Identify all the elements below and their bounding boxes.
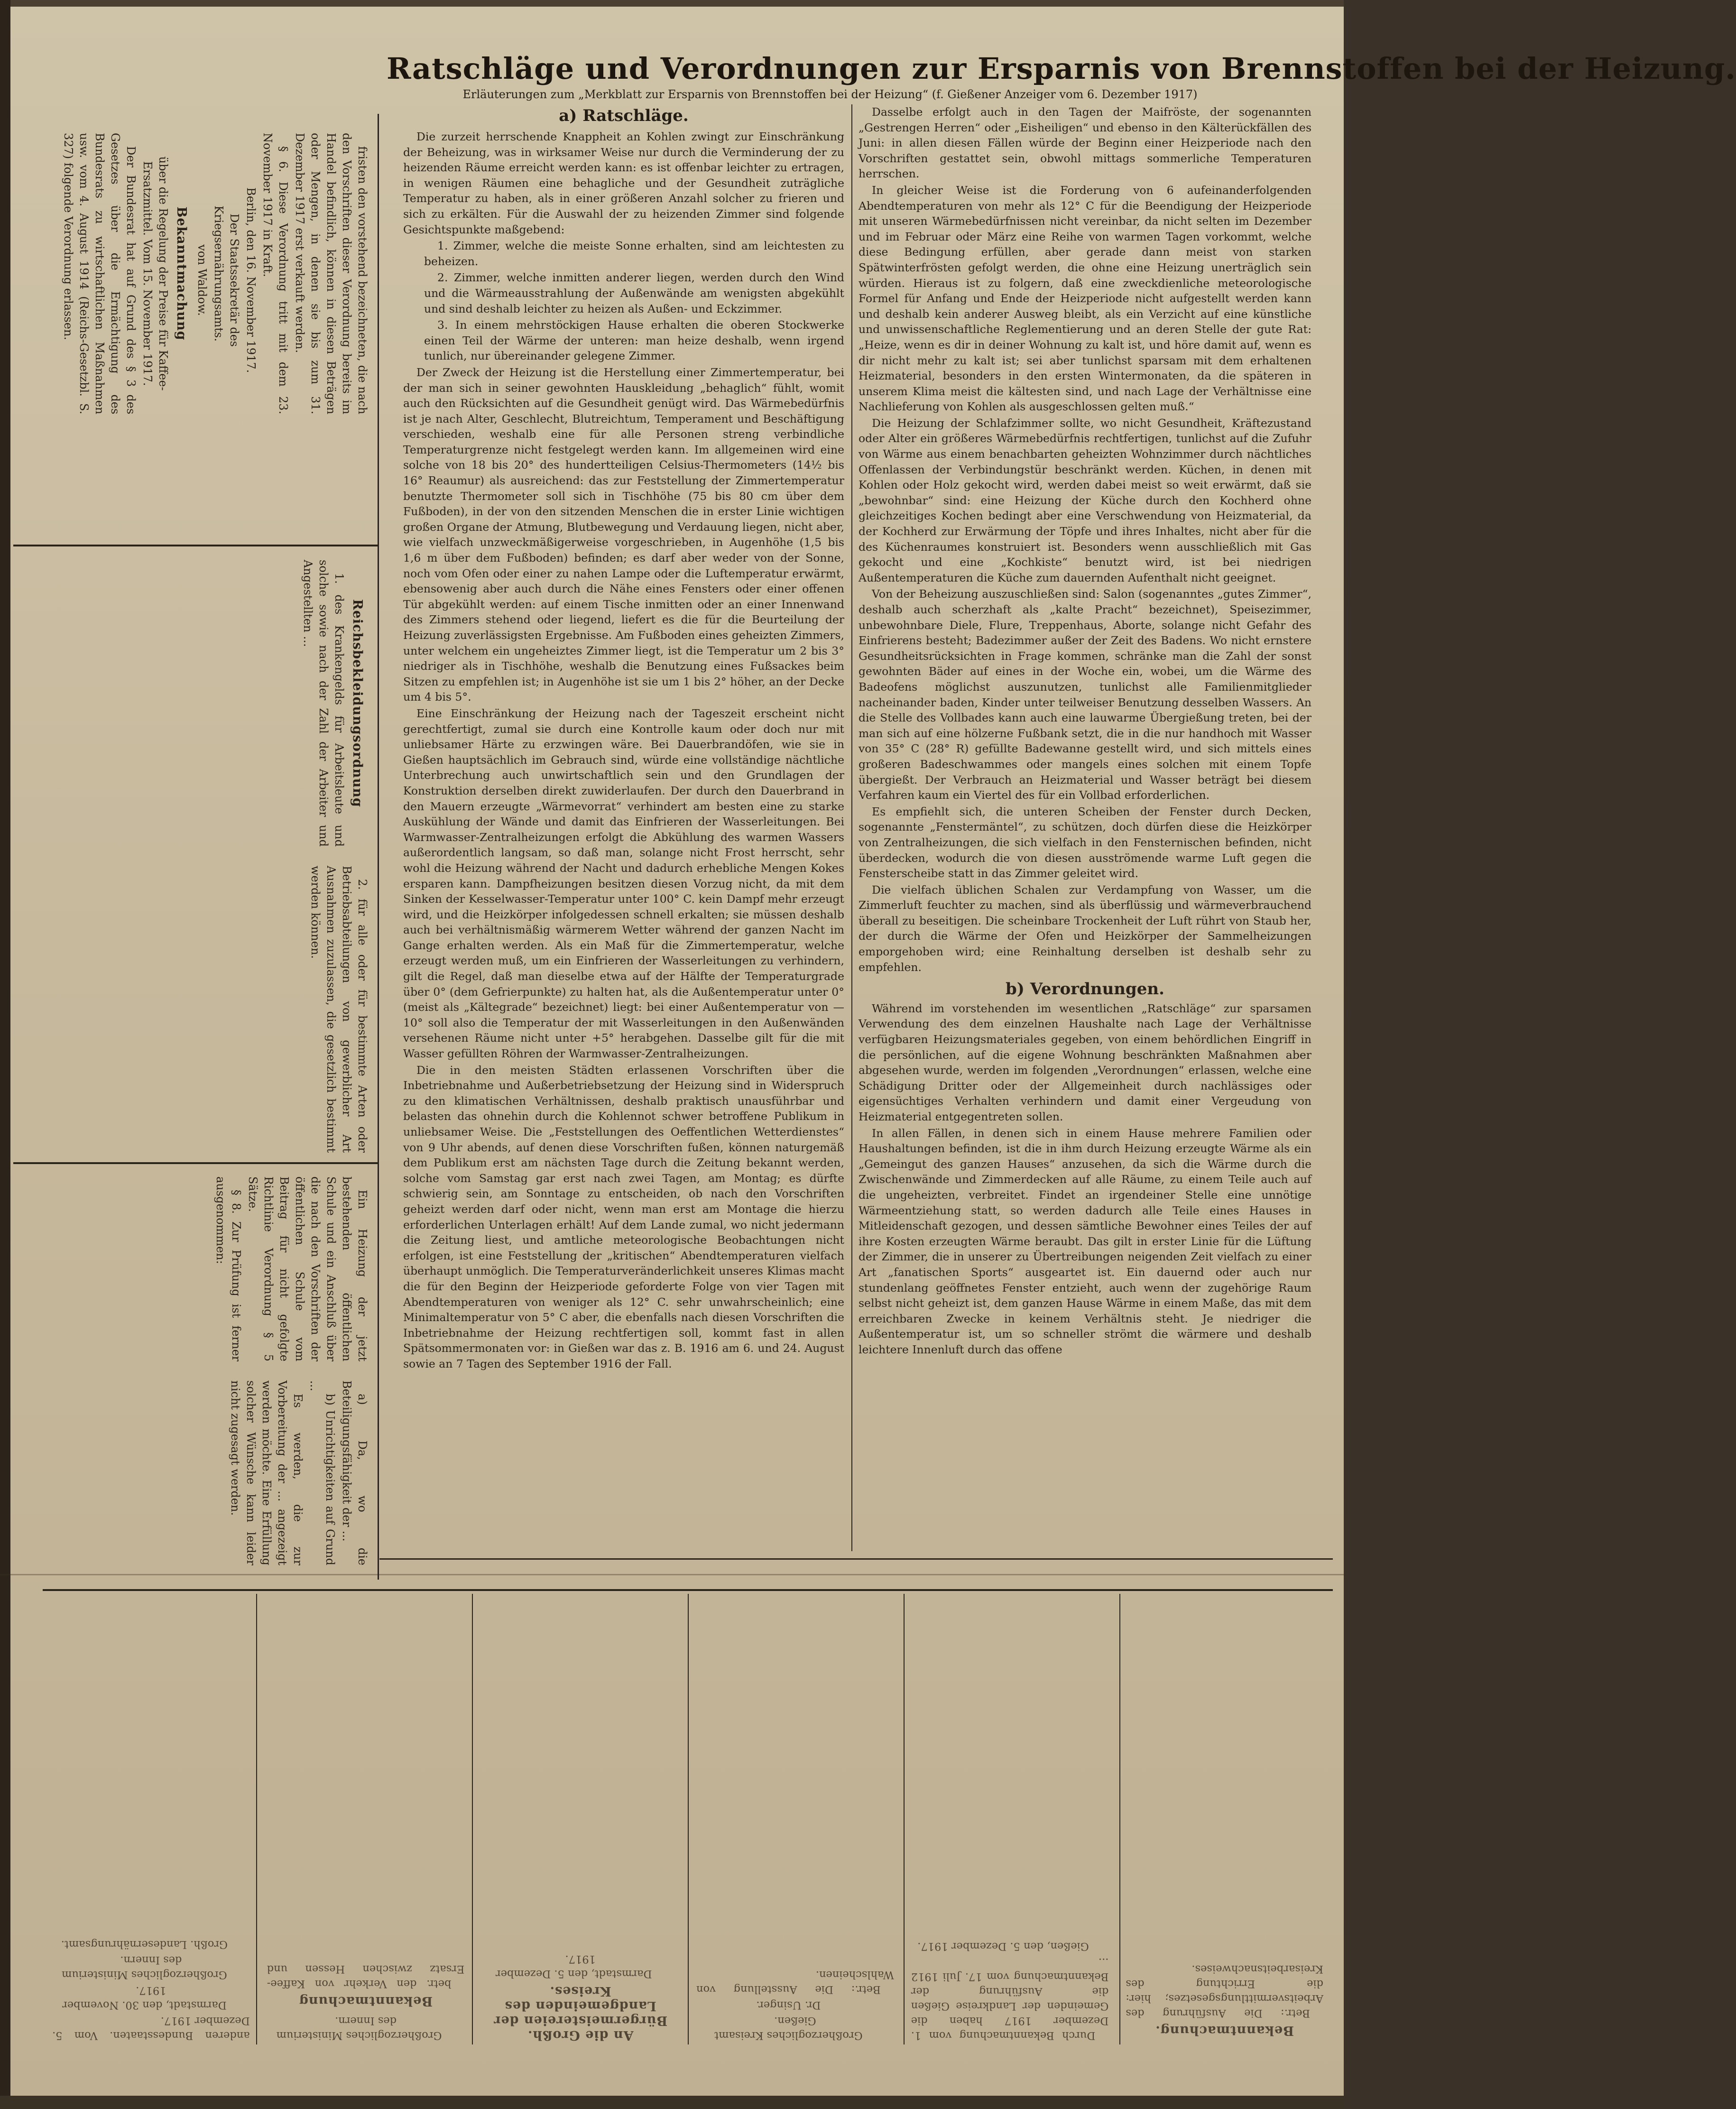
strip-dateline: Berlin, den 16. November 1917.: [244, 187, 258, 373]
bottom-column-rule: [472, 1594, 473, 2044]
announcement-authority: Großherzogliches Ministerium des Innern.: [62, 1954, 227, 1981]
announcement-paragraph: Durch Bekanntmachung vom 1. Dezember 1917 haben die Gemeinden der Landkreise Gießen die Ausführung der Bekanntmachung vom 17. Juli 1912 ...: [911, 1956, 1109, 2042]
page-bottom-edge: [0, 2096, 1344, 2109]
strip-paragraph: fristen den vorstehend bezeichneten, die nach den Vorschriften dieser Verordnung bereits im Handel befindlich, können in diesen Beträgen oder Mengen, in denen sie bis zum 31. Dezember 1917 erst verkauft werden.: [293, 133, 369, 415]
strip-heading: Bekanntmachung: [174, 206, 189, 341]
announcement-dateline: Darmstadt, den 5. Dezember 1917.: [495, 1953, 652, 1980]
bottom-column-rule: [904, 1594, 905, 2044]
article-paragraph: Während im vorstehenden im wesentlichen „Ratschläge“ zur sparsamen Verwendung des dem einzelnen Haushalte nach Lage der Verhältnisse verfügbaren Heizungsmateriales gegeben, von einem behördlichen Eingriff in die persönlichen, auf die eigene Wohnung beschränkten Maßnahmen aber abgesehen wurde, werden im folgenden „Verordnungen“ erlassen, welche eine Schädigung Dritter oder der Allgemeinheit durch nachlässiges oder eigensüchtiges Verhalten verhindern und damit einer Vergeudung von Heizmaterial entgegentreten sollen.: [859, 1001, 1311, 1123]
column-rule: [851, 104, 852, 1551]
strip-signature-title: Der Staatssekretär des Kriegsernährungsamts.: [212, 205, 241, 347]
announcement-dateline: Gießen, den 5. Dezember 1917.: [917, 1940, 1089, 1952]
bottom-column-rule: [256, 1594, 257, 2044]
announcement-heading: Bekanntmachung: [298, 1994, 433, 2008]
strip-edge-line: [378, 114, 379, 1580]
article-paragraph: Der Zweck der Heizung ist die Herstellung einer Zimmertemperatur, bei der man sich in seiner gewohnten Hauskleidung „behaglich“ fühlt, womit auch den Rücksichten auf die Gesundheit genügt wird. Das Wärmebedürfnis ist je nach Alter, Geschlecht, Blutreichtum, Temperament und Beschäftigung verschieden, weshalb eine für alle Personen streng verbindliche Temperaturgrenze nicht festgelegt werden kann. Im allgemeinen wird eine solche von 18 bis 20° des hundertteiligen Celsius-Thermometers (14½ bis 16° Reaumur) als ausreichend: das zur Feststellung der Zimmertemperatur benutzte Thermometer soll sich in Tischhöhe (75 bis 80 cm über dem Fußboden), in der von den sitzenden Menschen die in erster Linie wichtigen großen Organe der Atmung, Blutbewegung und Verdauung liegen, nicht aber, wie vielfach unzweckmäßigerweise vorgeschrieben, in Augenhöhe (1,5 bis 1,6 m über dem Fußboden) befinden; es darf aber weder von der Sonne, noch vom Ofen oder einer zu nahen Lampe oder die Luftemperatur erwärmt, ebensowenig aber auch durch die Nähe eines Fensters oder einer offenen Tür abgekühlt werden: auf einem Tische inmitten oder an einer Innenwand des Zimmers stehend oder liegend, liefert es die für die Beurteilung der Heizung zuverlässigsten Ergebnisse. Am Fußboden eines geheizten Zimmers, unter welchem ein ungeheiztes Zimmer liegt, ist die Temperatur um 2 bis 3° niedriger als in Tischhöhe, weshalb die Benutzung eines Fußsackes beim Sitzen zu empfehlen ist; in Augenhöhe ist sie um 1 bis 2° höher, an der Decke um 4 bis 5°.: [403, 365, 844, 704]
article-paragraph: In gleicher Weise ist die Forderung von 6 aufeinanderfolgenden Abendtemperaturen von mehr als 12° C für die Beendigung der Heizperiode mit unseren Wärmebedürfnissen nicht vereinbar, da nicht selten im Dezember und im Februar oder März eine Reihe von warmen Tagen vorkommt, welche diese Bedingung erfüllen, aber gerade dann meist von starken Spätwinterfrösten gefolgt werden, die ohne eine Heizung unerträglich sein würden. Hieraus ist zu folgern, daß eine zweckdienliche meteorologische Formel für Anfang und Ende der Heizperiode nicht aufgestellt werden kann und deshalb kein anderer Ausweg bleibt, als ein Verzicht auf eine künstliche und unwissenschaftliche Reglementierung und an deren Stelle der gute Rat: „Heize, wenn es dir in deiner Wohnung zu kalt ist, und höre damit auf, wenn es dir nicht mehr zu kalt ist; sei aber tunlichst sparsam mit dem erhaltenen Heizmaterial, besonders in den ersten Wintermonaten, da die späteren in unserem Klima meist die kältesten sind, und nach Lage der Verhältnisse eine Nachlieferung von Kohlen als ausgeschlossen gelten muß.“: [859, 183, 1311, 414]
announcement-paragraph: Betr.: Die Ausführung des Arbeitsvermittlungsgesetzes; hier: die Errichtung des Kreisarbeitsnachweises.: [1126, 1963, 1323, 2019]
announcement-heading: An die Großh. Bürgermeistereien der Landgemeinden des Kreises.: [493, 1984, 668, 2043]
section-heading-ratschlaege: a) Ratschläge.: [559, 106, 689, 125]
announcement-paragraph: betr. den Verkehr von Kaffee-Ersatz zwischen Hessen und anderen Bundesstaaten. Vom 5. Dezember 1917.: [52, 1963, 465, 2042]
list-item: 2. Zimmer, welche inmitten anderer liegen, werden durch den Wind und die Wärmeausstrahlung der Außenwände am wenigsten abgekühlt und sind deshalb leichter zu heizen als Außen- und Eckzimmer.: [424, 271, 844, 315]
list-item: 1. Zimmer, welche die meiste Sonne erhalten, sind am leichtesten zu beheizen.: [424, 239, 844, 268]
article-paragraph: Es empfiehlt sich, die unteren Scheiben der Fenster durch Decken, sogenannte „Fenstermäntel“, zu schützen, doch dürfen diese die Heizkörper von Zentralheizungen, die sich vielfach in den Fensternischen befinden, nicht überdecken, wodurch die von diesen ausströmende warme Luft gegen die Fensterscheibe statt in das Zimmer geleitet wird.: [859, 805, 1311, 880]
page-left-edge: [0, 0, 10, 2109]
announcement-authority: Großherzogliches Ministerium des Innern.: [276, 2015, 442, 2042]
strip-subheading: über die Regelung der Preise für Kaffee-Ersatzmittel. Vom 15. November 1917.: [141, 156, 170, 391]
bottom-section-rule: [43, 1589, 1333, 1591]
strip-paragraph: 2. für alle oder für bestimmte Arten oder Betriebsabteilungen von gewerblicher Art Ausnahmen zuzulassen, die gesetzlich bestimmt werden können.: [309, 866, 369, 1153]
strip-divider: [13, 1162, 379, 1164]
bottom-column-rule: [688, 1594, 689, 2044]
strip-paragraph: 1. des Krankengelds für Arbeitsleute und solche sowie nach der Zahl der Arbeiter und Angestellten ...: [301, 560, 346, 847]
article-subtitle: Erläuterungen zum „Merkblatt zur Ersparnis von Brennstoffen bei der Heizung“ (f. Gießener Anzeiger vom 6. Dezember 1917): [462, 88, 1198, 101]
strip-divider: [13, 545, 379, 546]
article-paragraph: Eine Einschränkung der Heizung nach der Tageszeit erscheint nicht gerechtfertigt, zumal sie durch eine Kontrolle kaum oder doch nur mit unliebsamer Härte zu erzwingen wäre. Bei Dauerbrandöfen, wie sie in Gießen hauptsächlich im Gebrauch sind, würde eine vollständige nächtliche Unterbrechung auch unwirtschaftlich sein und den Grundlagen der Konstruktion derselben direkt zuwiderlaufen. Der durch den Dauerbrand in den Mauern erzeugte „Wärmevorrat“ verhindert am besten eine zu starke Auskühlung der Wände und damit das Einfrieren der Wasserleitungen. Bei Warmwasser-Zentralheizungen erfolgt die Abkühlung des warmen Wassers außerordentlich langsam, so daß man, solange nicht Frost herrscht, sehr wohl die Heizung während der Nacht und dadurch erhebliche Mengen Kokes ersparen kann. Dampfheizungen besitzen diesen Vorzug nicht, da mit dem Sinken der Kesselwasser-Temperatur unter 100° C. kein Dampf mehr erzeugt wird, und die Heizkörper infolgedessen schnell erkalten; sie müssen deshalb auch bei verhältnismäßig wärmerem Wetter während der ganzen Nacht im Gange erhalten werden. Als ein Maß für die Zimmertemperatur, welche erzeugt werden muß, um ein Einfrieren der Wasserleitungen zu verhindern, gilt die Regel, daß man dieselbe etwa auf der Hälfte der Temperaturgrade über 0° (dem Gefrierpunkte) zu halten hat, als die Außentemperatur unter 0° (meist als „Kältegrade“ bezeichnet) liegt: bei einer Außentemperatur von —10° soll also die Temperatur der mit Wasserleitungen in den Außenwänden versehenen Räume nicht unter +5° herabgehen. Dasselbe gilt für die mit Wasser gefüllten Röhren der Warmwasser-Zentralheizungen.: [403, 706, 844, 1061]
strip-paragraph: Der Bundesrat hat auf Grund des § 3 des Gesetzes über die Ermächtigung des Bundesrats zu wirtschaftlichen Maßnahmen usw. vom 4. August 1914 (Reichs-Gesetzbl. S. 327) folgende Verordnung erlassen.: [62, 133, 138, 415]
page-top-edge: [0, 0, 1344, 7]
bottom-column-rule: [1119, 1594, 1120, 2044]
announcement-authority: Großh. Landesernährungsamt.: [61, 1938, 228, 1951]
strip-paragraph: a) Da, wo die Beteiligungsfähigkeit der ...: [340, 1380, 369, 1565]
section-heading-verordnungen: b) Verordnungen.: [1006, 980, 1164, 999]
announcement-signature: Dr. Usinger.: [756, 1999, 821, 2011]
strip-paragraph: § 6. Diese Verordnung tritt mit dem 23. November 1917 in Kraft.: [261, 133, 290, 415]
article-paragraph: Die vielfach üblichen Schalen zur Verdampfung von Wasser, um die Zimmerluft feuchter zu machen, sind als überflüssig und wärmeverbrauchend überall zu beseitigen. Die scheinbare Trockenheit der Luft rührt von Staub her, der durch die Wärme der Ofen und Heizkörper der Sammelheizungen emporgehoben wird; eine Reinhaltung derselben ist deshalb sehr zu empfehlen.: [859, 883, 1311, 974]
article-paragraph: Die in den meisten Städten erlassenen Vorschriften über die Inbetriebnahme und Außerbetriebsetzung der Heizung sind in Widerspruch zu den klimatischen Verhältnissen, deshalb praktisch unausführbar und belasten das ohnehin durch die Kohlennot schwer betroffene Publikum in unliebsamer Weise. Die „Feststellungen des Oeffentlichen Wetterdienstes“ von 9 Uhr abends, auf denen diese Vorschriften fußen, können naturgemäß dem Publikum erst am nächsten Tage durch die Zeitung bekannt werden, solche vom Samstag gar erst nach zwei Tagen, am Montag; es dürfte schwierig sein, am Sonntage zu entscheiden, ob nach den Vorschriften geheizt werden darf oder nicht, wenn man erst am Montage die hierzu erforderlichen Unterlagen erhält! Auf dem Lande zumal, wo nicht jedermann die Zeitung liest, und amtliche meteorologische Beobachtungen nicht erfolgen, ist eine Feststellung der „kritischen“ Abendtemperaturen vielfach überhaupt unmöglich. Die Temperaturveränderlichkeit unseres Klimas macht die für den Beginn der Heizperiode geforderte Folge von vier Tagen mit Abendtemperaturen von weniger als 12° C. sehr unwahrscheinlich; eine Minimaltemperatur von 5° C aber, die ebenfalls nach diesen Vorschriften die Inbetriebnahme der Heizung rechtfertigen soll, kommt fast in allen Spätsommermonaten vor: in Gießen war das z. B. 1916 am 6. und 24. August sowie an 7 Tagen des September 1916 der Fall.: [403, 1063, 844, 1370]
article-paragraph: Die Heizung der Schlafzimmer sollte, wo nicht Gesundheit, Kräftezustand oder Alter ein größeres Wärmebedürfnis rechtfertigen, tunlichst auf die Zufuhr von Wärme aus einem benachbarten geheizten Wohnzimmer durch nächtliches Offenlassen der Verbindungstür beschränkt werden. Küchen, in denen mit Kohlen oder Holz gekocht wird, werden dabei meist so weit erwärmt, daß sie „bewohnbar“ sind: eine Heizung der Küche durch den Kochherd ohne gleichzeitiges Kochen bedingt aber eine Verschwendung von Heizmaterial, da der Kochherd zur Erwärmung der Töpfe und ihres Inhaltes, nicht aber für die des Küchenraumes konstruiert ist. Besonders wenn ausschließlich mit Gas gekocht und eine „Kochkiste“ benutzt wird, ist bei niedrigen Außentemperaturen die Küche zum dauernden Aufenthalt nicht geeignet.: [859, 416, 1311, 584]
strip-heading: Reichsbekleidungsordnung: [350, 599, 365, 807]
announcement-paragraph: Betr.: Die Ausstellung von Wahlscheinen.: [696, 1969, 894, 1996]
announcement-dateline: Darmstadt, den 30. November 1917.: [62, 1984, 227, 2011]
announcement-heading: Bekanntmachung.: [1155, 2023, 1294, 2038]
strip-signature: von Waldow.: [195, 244, 209, 316]
article-bottom-rule: [379, 1558, 1333, 1560]
article-column-2: [859, 104, 1311, 1551]
article-paragraph: Die zurzeit herrschende Knappheit an Kohlen zwingt zur Einschränkung der Beheizung, was in wirksamer Weise nur durch die Verminderung der zu heizenden Räume erreicht werden kann: es ist offenbar leichter zu ertragen, in wenigen Räumen eine behagliche und der Gesundheit zuträgliche Temperatur zu haben, als in einer größeren Anzahl solcher zu frieren und sich zu erkälten. Für die Auswahl der zu heizenden Zimmer sind folgende Gesichtspunkte maßgebend:: [403, 130, 844, 236]
strip-paragraph: Es werden, die zur Vorbereitung der ... angezeigt werden möchte. Eine Erfüllung solcher Wünsche kann leider nicht zugesagt werden.: [229, 1380, 305, 1565]
left-rotated-strip-middle: [14, 550, 375, 1162]
article-title: Ratschläge und Verordnungen zur Ersparnis von Brennstoffen bei der Heizung.: [387, 51, 1736, 86]
article-paragraph: In allen Fällen, in denen sich in einem Hause mehrere Familien oder Haushaltungen befinden, ist die in ihm durch Heizung erzeugte Wärme als ein „Gemeingut des ganzen Hauses“ anzusehen, da sich die Wärme durch die Zwischenwände und Zimmerdecken auf alle Räume, zu einem Teile auch auf die ungeheizten, verbreitet. Findet an irgendeiner Stelle eine unnötige Wärmeentziehung statt, so werden dadurch alle Teile eines Hauses in Mitleidenschaft gezogen, und dessen sämtliche Bewohner eines Teiles der auf ihre Kosten erzeugten Wärme beraubt. Das gilt in erster Linie für die Lüftung der Zimmer, die in unserer zu Übertreibungen neigenden Zeit vielfach zu einer Art „fanatischen Sports“ ausgeartet ist. Ein dauernd oder auch nur stundenlang geöffnetes Fenster entzieht, auch wenn der zugehörige Raum selbst nicht geheizt ist, dem ganzen Hause Wärme in einem Maße, das mit dem erreichbaren Zwecke in keinem Verhältnis steht. Je niedriger die Außentemperatur ist, um so schneller strömt die wärmere und deshalb leichtere Innenluft durch das offene: [859, 1126, 1311, 1356]
strip-paragraph: § 8. Zur Prüfung ist ferner ausgenommen:: [214, 1176, 243, 1361]
left-rotated-strip-lower: [14, 1167, 375, 1575]
article-paragraph: Dasselbe erfolgt auch in den Tagen der Maifröste, der sogenannten „Gestrengen Herren“ oder „Eisheiligen“ und ebenso in den Kälterückfällen des Juni: in allen diesen Fällen würde der Beginn einer Heizperiode nach den Vorschriften gestattet sein, obwohl mittags sommerliche Temperaturen herrschen.: [859, 105, 1311, 181]
strip-paragraph: b) Unrichtigkeiten auf Grund ...: [308, 1380, 337, 1565]
announcement-authority: Großherzogliches Kreisamt Gießen.: [714, 2015, 863, 2042]
list-item: 3. In einem mehrstöckigen Hause erhalten die oberen Stockwerke einen Teil der Wärme der unteren: man heize deshalb, wenn irgend tunlich, nur übereinander gelegene Zimmer.: [424, 318, 844, 363]
article-paragraph: Von der Beheizung auszuschließen sind: Salon (sogenanntes „gutes Zimmer“, deshalb auch scherzhaft als „kalte Pracht“ bezeichnet), Speisezimmer, unbewohnbare Diele, Flure, Treppenhaus, Aborte, solange nicht Gefahr des Einfrierens besteht; Badezimmer außer der Zeit des Badens. Wo nicht ernstere Gesundheitsrücksichten in Frage kommen, schränke man die Zahl der sonst gewohnten Bäder auf eines in der Woche ein, wobei, um die Wärme des Badeofens möglichst auszunutzen, tunlichst alle Familienmitglieder nacheinander baden, Kinder unter teilweiser Benutzung desselben Wassers. An die Stelle des Vollbades kann auch eine lauwarme Übergießung treten, bei der man sich auf eine hölzerne Fußbank setzt, die in die nur handhoch mit Wasser von 35° C (28° R) gefüllte Badewanne gestellt wird, und sich mittels eines großeren Badeschwammes oder mangels eines solchen mit einem Topfe übergießt. Der Verbrauch an Heizmaterial und Wasser beträgt bei diesem Verfahren kaum ein Viertel des für ein Vollbad erforderlichen.: [859, 587, 1311, 802]
strip-paragraph: Ein Heizung der jetzt bestehenden öffentlichen Schule und ein Anschluß über die nach den Vorschriften der öffentlichen Schule vom Beitrag für nicht gefolgte Richtlinie Verordnung § 5 Sätze.: [246, 1176, 369, 1361]
article-column-1: [403, 104, 844, 1551]
